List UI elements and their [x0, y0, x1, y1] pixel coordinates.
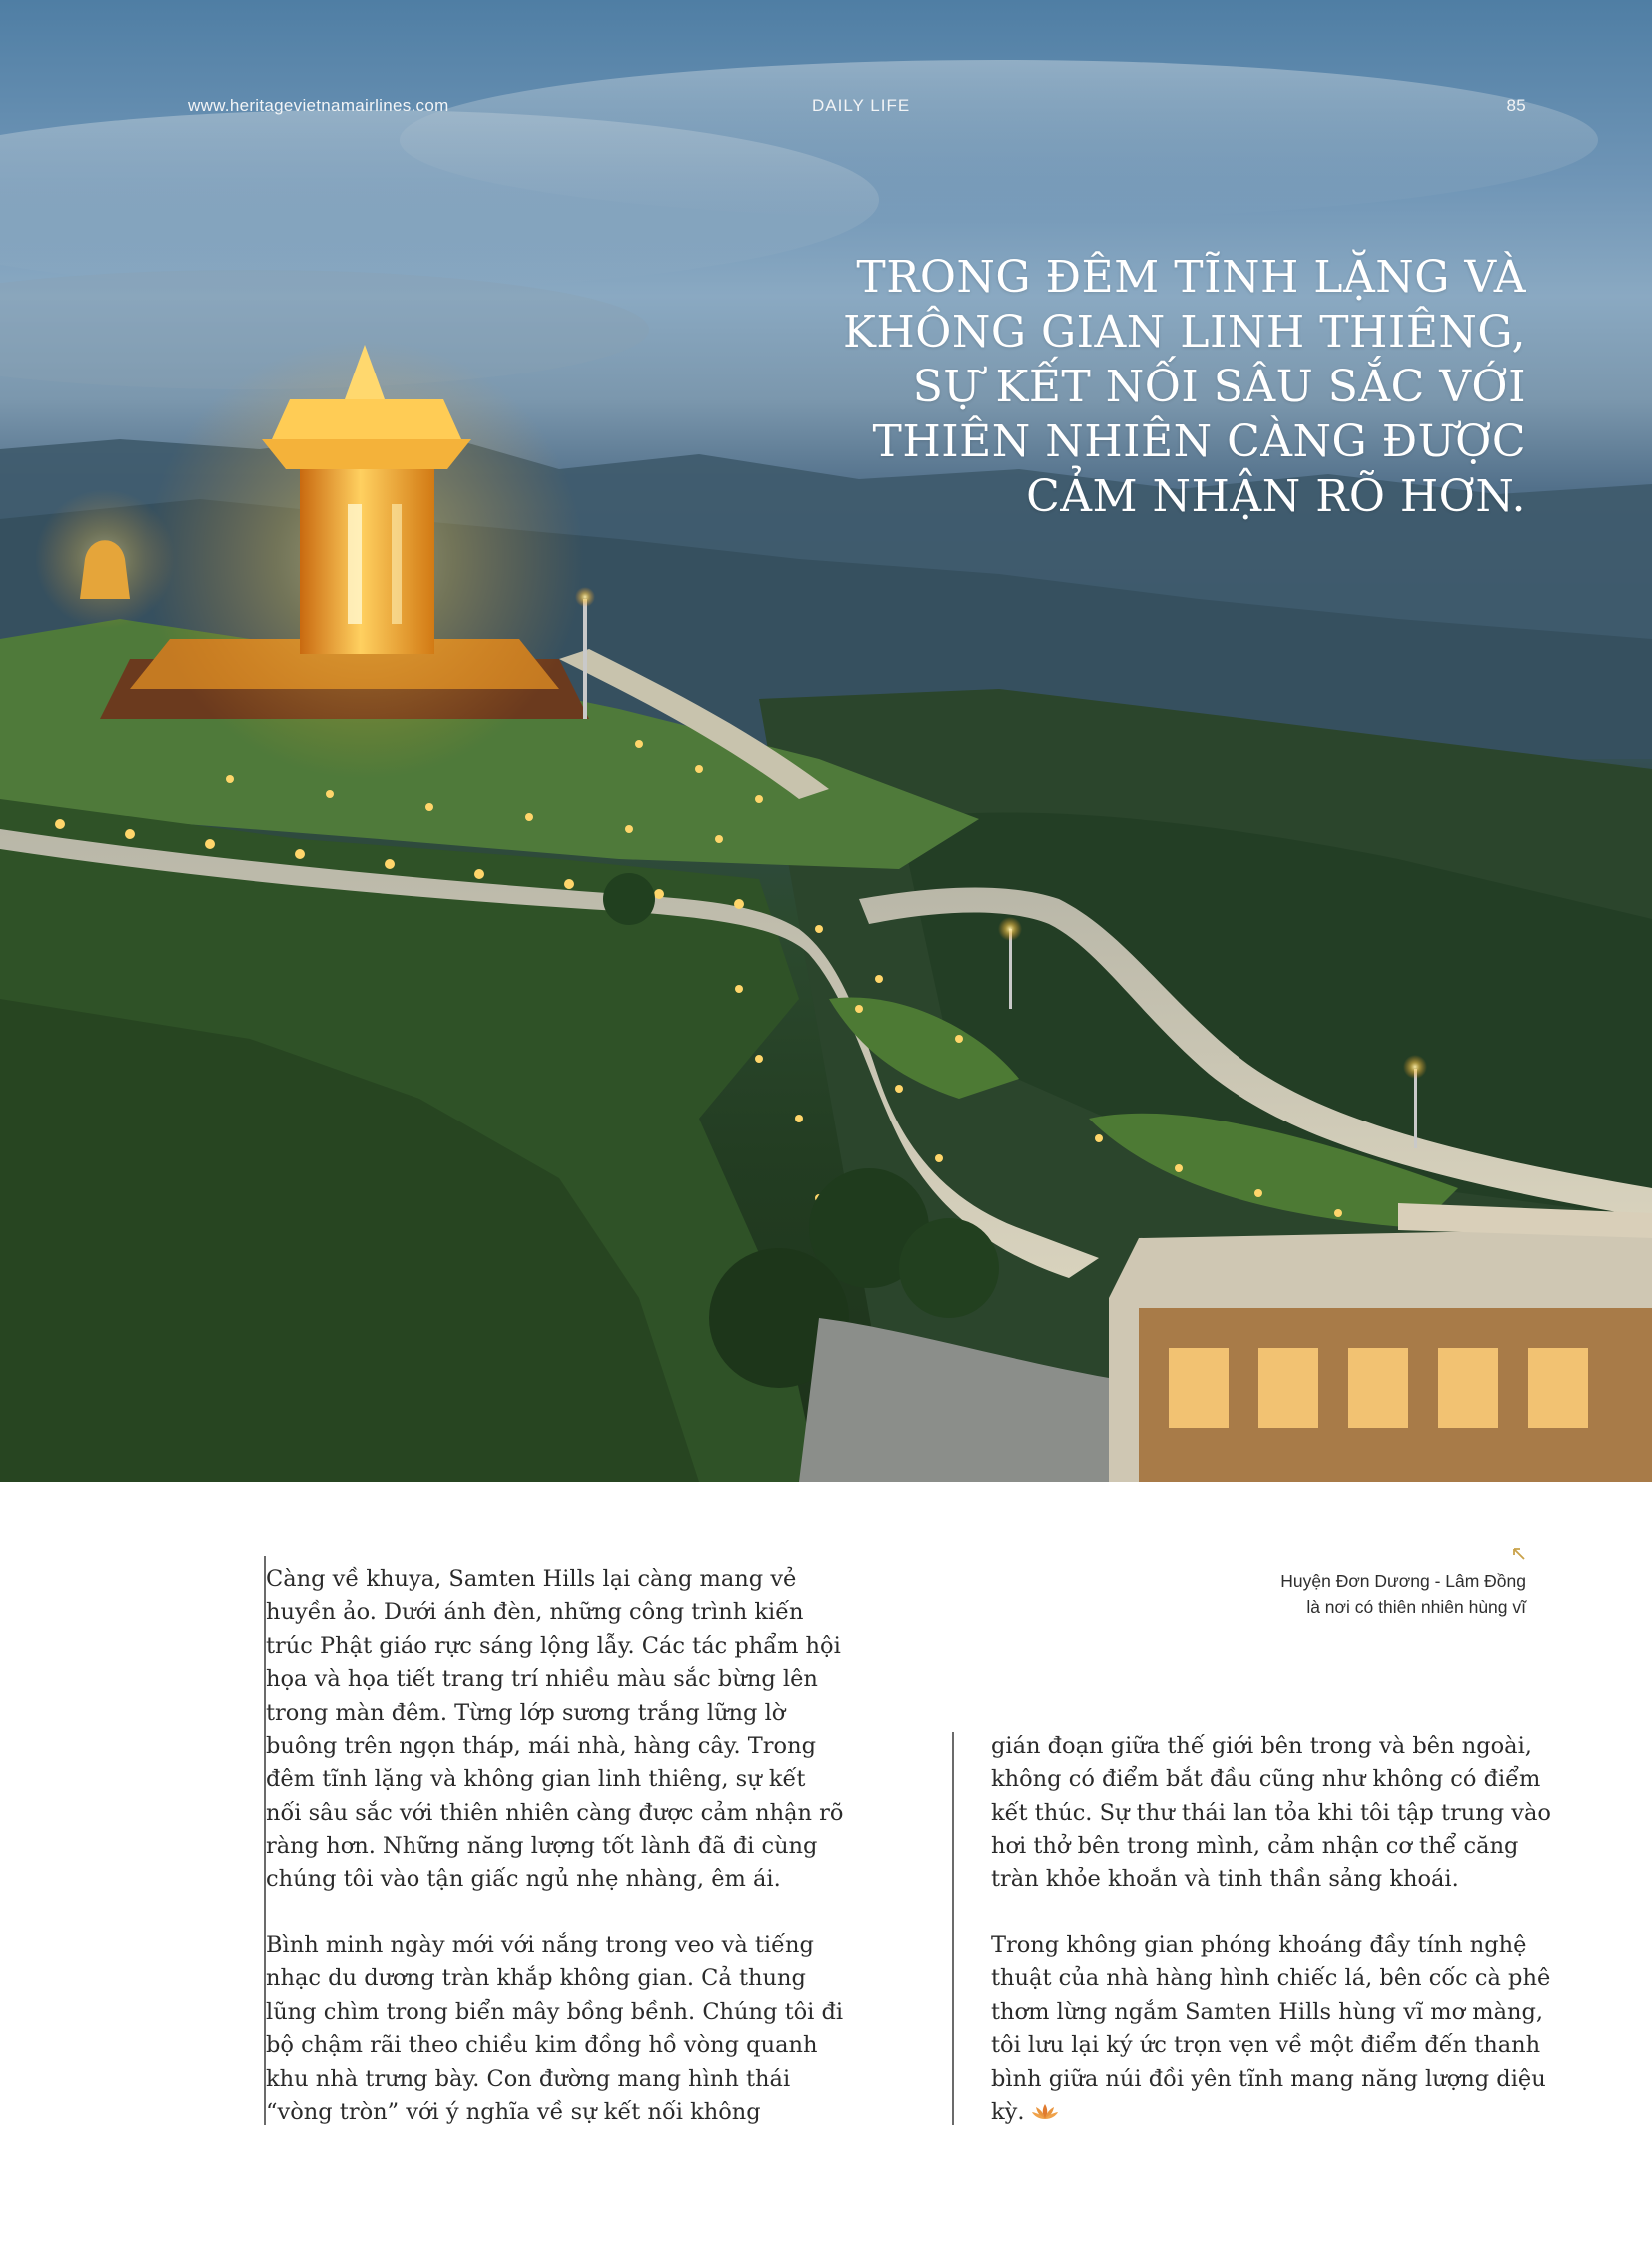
pull-quote-line: TRONG ĐÊM TĨNH LẶNG VÀ — [856, 252, 1526, 303]
cloud — [400, 60, 1598, 220]
tower-roof — [262, 439, 471, 469]
arrow-up-left-icon — [1512, 1546, 1526, 1565]
body-column-left — [266, 1563, 845, 2163]
pull-quote — [767, 250, 1526, 524]
pull-quote-line: CẢM NHẬN RÕ HƠN. — [1026, 471, 1526, 522]
lamp-light — [998, 917, 1022, 941]
pull-quote-line: KHÔNG GIAN LINH THIÊNG, — [843, 307, 1526, 358]
pull-quote-line: SỰ KẾT NỐI SÂU SẮC VỚI — [912, 362, 1526, 412]
lamp-post — [583, 599, 587, 719]
tower-light — [392, 504, 402, 624]
body-paragraph-final — [991, 1929, 1570, 2131]
tower-light — [348, 504, 362, 624]
lotus-icon — [1031, 2098, 1059, 2131]
body-paragraph-text: Trong không gian phóng khoáng đầy tính nghệ thuật của nhà hàng hình chiếc lá, bên cốc cà phê thơm lừng ngắm Samten Hills hùng vĩ mơ màng, tôi lưu lại ký ức trọn vẹn về một điểm đến thanh bình giữa núi đồi yên tĩnh mang năng lượng diệu kỳ. — [991, 1932, 1551, 2126]
page-number: 85 — [1506, 96, 1526, 115]
caption-line: là nơi có thiên nhiên hùng vĩ — [1306, 1597, 1526, 1617]
body-column-right — [991, 1730, 1570, 2164]
lamp-light — [575, 587, 595, 607]
tower-roof-upper — [272, 399, 461, 439]
section-title: DAILY LIFE — [812, 96, 911, 115]
column-rule-right — [952, 1732, 954, 2125]
caption-line: Huyện Đơn Dương - Lâm Đồng — [1280, 1571, 1526, 1591]
lamp-post — [1414, 1069, 1417, 1148]
body-paragraph: Càng về khuya, Samten Hills lại càng mang vẻ huyền ảo. Dưới ánh đèn, những công trình kiến trúc Phật giáo rực sáng lộng lẫy. Các tác phẩm hội họa và họa tiết trang trí nhiều màu sắc bừng lên trong màn đêm. Từng lớp sương trắng lững lờ buông trên ngọn tháp, mái nhà, hàng cây. Trong đêm tĩnh lặng và không gian linh thiêng, sự kết nối sâu sắc với thiên nhiên càng được cảm nhận rõ ràng hơn. Những năng lượng tốt lành đã đi cùng chúng tôi vào tận giấc ngủ nhẹ nhàng, êm ái. — [266, 1566, 844, 1892]
body-paragraph: Bình minh ngày mới với nắng trong veo và tiếng nhạc du dương tràn khắp không gian. Cả thung lũng chìm trong biển mây bồng bềnh. Chúng tôi đi bộ chậm rãi theo chiều kim đồng hồ vòng quanh khu nhà trưng bày. Con đường mang hình thái “vòng tròn” với ý nghĩa về sự kết nối không — [266, 1932, 844, 2126]
pull-quote-line: THIÊN NHIÊN CÀNG ĐƯỢC — [872, 416, 1526, 467]
prayer-wheel-tower — [300, 469, 434, 654]
running-header — [188, 96, 1526, 120]
photo-caption — [1207, 1568, 1526, 1620]
body-paragraph: gián đoạn giữa thế giới bên trong và bên ngoài, không có điểm bắt đầu cũng như không có điểm kết thúc. Sự thư thái lan tỏa khi tôi tập trung vào hơi thở bên trong mình, cảm nhận cơ thể căng tràn khỏe khoắn và tinh thần sảng khoái. — [991, 1733, 1551, 1892]
lamp-light — [1403, 1055, 1427, 1079]
website-url[interactable]: www.heritagevietnamairlines.com — [188, 96, 449, 115]
lamp-post — [1009, 929, 1012, 1009]
